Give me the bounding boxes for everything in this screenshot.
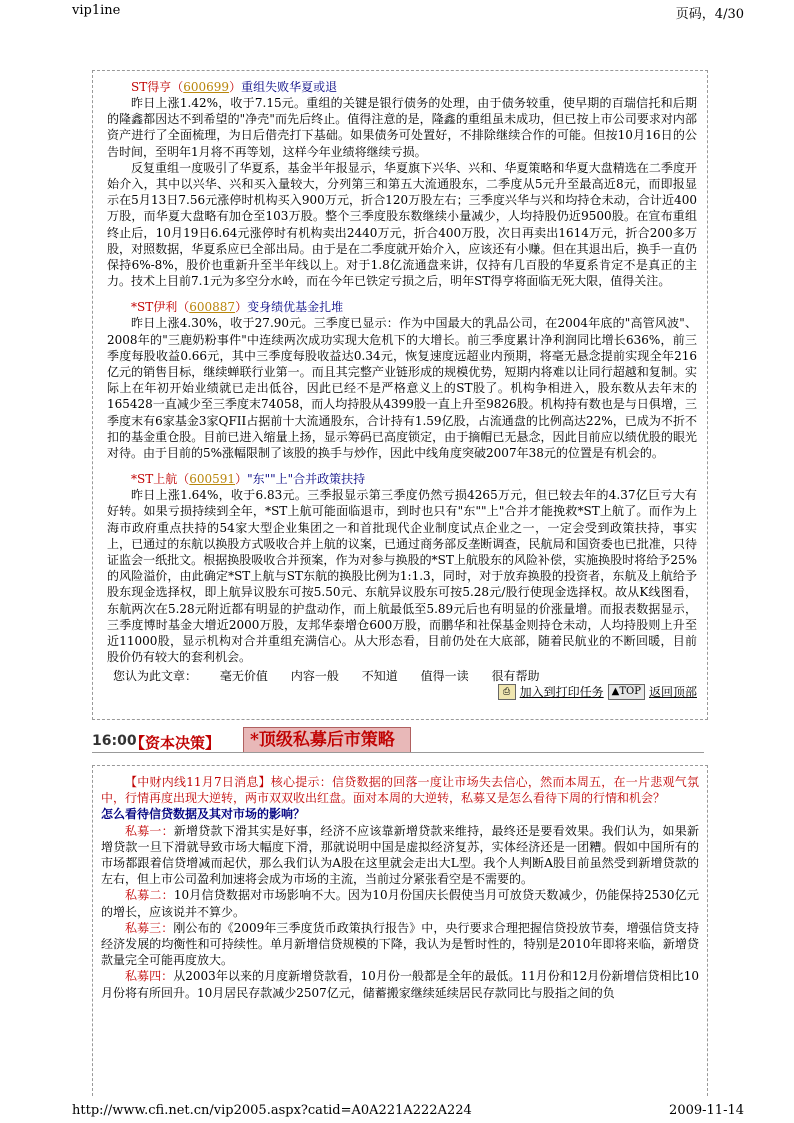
page-url: http://www.cfi.net.cn/vip2005.aspx?catid=A0A221A222A224	[72, 1103, 472, 1118]
article-title: *ST上航（600591）"东""上"合并政策扶持	[131, 472, 366, 487]
print-date: 2009-11-14	[669, 1103, 744, 1118]
answer-text: 从2003年以来的月度新增贷款看，10月份一般都是全年的最低。11月份和12月份新增信贷相比10月份将有所回升。10月居民存款减少2507亿元，储蓄搬家继续延续居民存款同比与股指之间的负	[101, 969, 699, 1000]
stock-code-link[interactable]: 600699	[183, 80, 230, 94]
stock-name: *ST伊利	[131, 300, 178, 315]
rating-option[interactable]: 很有帮助	[491, 668, 540, 683]
strategy-box	[92, 765, 708, 1096]
add-to-print-link[interactable]: 加入到打印任务	[519, 685, 604, 699]
speaker-label: 私募二：	[125, 888, 174, 903]
article-title: ST得亨（600699）重组失败华夏或退	[131, 80, 338, 94]
answer-paragraph	[101, 823, 699, 888]
intro-paragraph: 【中财内线11月7日消息】核心提示：信贷数据的回落一度让市场失去信心，然而本周五，在一片悲观气氛中，行情再度出现大逆转，两市双双收出红盘。面对本周的大逆转，私募又是怎么看待下周的行情和机会？	[101, 775, 699, 806]
site-name: vip1ine	[72, 3, 121, 18]
articles-box	[92, 70, 708, 720]
answer-text: 刚公布的《2009年三季度货币政策执行报告》中，央行要求合理把握信贷投放节奏，增强信贷支持经济发展的均衡性和可持续性。单月新增信贷规模的下降，我认为是暂时性的，特别是2010年即将来临，新增贷款量完全可能再度放大。	[101, 920, 699, 968]
answer-text: 新增贷款下滑其实是好事，经济不应该靠新增贷款来维持，最终还是要看效果。我们认为，如果新增贷款一旦下滑就导致市场大幅度下滑，那就说明中国是虚拟经济复苏，实体经济还是一团糟。假如中国所有的市场都跟着信贷增减而起伏，那么我们认为A股在这里就会走出大L型。我个人判断A股目前虽然受到新增贷款的左右，但上市公司盈利加速将会成为市场的主流，当前过分紧张看空是不需要的。	[101, 823, 699, 887]
article-paragraph: 昨日上涨1.64%，收于6.83元。三季报显示第三季度仍然亏损4265万元，但已较去年的4.37亿巨亏大有好转。如果亏损持续到全年，*ST上航可能面临退市，到时也只有"东""上"合并才能挽救*ST上航了。而作为上海市政府重点扶持的54家大型企业集团之一和首批现代企业制度试点企业之一，一定会受到政策扶持，事实上，已通过的东航以换股方式吸收合并上航的议案，已通过商务部反垄断调查，民航局和国资委也已批准，只待证监会一纸批文。根据换股吸收合并预案，作为对参与换股的*ST上航股东的风险补偿，实施换股时将给予25%的风险溢价，由此确定*ST上航与ST东航的换股比例为1:1.3，同时，对于放弃换股的投资者，东航及上航给予股东现金选择权，即上航异议股东可按5.50元、东航异议股东可按5.28元/股行使现金选择权。故从K线图看，东航两次在5.28元附近都有明显的护盘动作，而上航最低至5.89元后也有明显的价涨量增。而报表数据显示，三季度博时基金大增近2000万股，友邦华泰增仓600万股，而鹏华和社保基金则持仓未动，人均持股则上升至近11000股，显示机构对合并重组充满信心。从大形态看，目前仍处在大底部，随着民航业的不断回暖，目前股价仍有较大的套利机会。	[107, 488, 697, 665]
article-title: *ST伊利（600887）变身绩优基金扎堆	[131, 300, 344, 315]
article-paragraph: 昨日上涨1.42%，收于7.15元。重组的关键是银行债务的处理，由于债务较重，使早期的百瑞信托和后期的隆鑫都因达不到希望的"净壳"而先后终止。值得注意的是，隆鑫的重组虽未成功，但已按上市公司要求对内部资产进行了全面梳理，为日后借壳打下基础。如果债务可处置好，不排除继续合作的可能。但按10月16日的公告时间，至明年1月将不再等划，这样今年业绩将继续亏损。	[107, 96, 697, 159]
question-title: 怎么看待信贷数据及其对市场的影响？	[101, 807, 306, 822]
article-paragraph: 昨日上涨4.30%，收于27.90元。三季度已显示：作为中国最大的乳品公司，在2004年底的"高管风波"、2008年的"三鹿奶粉事件"中连续两次成功实现大危机下的大增长。前三季度累计净利润同比增长636%，前三季度每股收益0.66元，其中三季度每股收益达0.34元，恢复速度远超业内预期，将毫无悬念提前实现全年216亿元的销售目标，继续蝉联行业第一。而且其完整产业链形成的规模优势，短期内将难以让同行超越和复制。实际上在年初开始业绩就已走出低谷，因此已经不是严格意义上的ST股了。机构争相进入，股东数从去年末的165428一直减少至三季度末74058，而人均持股从4399股一直上升至9826股。机构持有数也是与日俱增，三季度末有6家基金3家QFII占据前十大流通股东，合计持有1.59亿股，占流通盘的比例高达22%，已成为不折不扣的基金重仓股。目前已进入缩量上扬，显示筹码已高度锁定，由于摘帽已无悬念，因此目前应以绩优股的眼光对待。由于目前的5%涨幅限制了该股的换手与炒作，因此中线角度突破2007年38元的位置是有机会的。	[107, 316, 697, 461]
stock-name: *ST上航	[131, 472, 178, 487]
answer-paragraph	[101, 968, 699, 1000]
speaker-label: 私募四：	[125, 969, 174, 984]
answer-text: 10月信贷数据对市场影响不大。因为10月份国庆长假使当月可放贷天数减少，仍能保持2530亿元的增长，应该说并不算少。	[101, 888, 699, 919]
article-headline: 变身绩优基金扎堆	[247, 300, 344, 315]
stock-code-link[interactable]: 600887	[189, 300, 236, 315]
speaker-label: 私募三：	[125, 920, 174, 935]
rating-option[interactable]: 值得一读	[420, 668, 469, 683]
rating-option[interactable]: 毫无价值	[219, 668, 268, 683]
section-banner: *顶级私募后市策略	[243, 727, 411, 753]
speaker-label: 私募一：	[125, 823, 174, 838]
article-actions	[498, 683, 697, 700]
stock-name: ST得亨	[131, 80, 172, 94]
rating-row	[107, 668, 697, 684]
print-icon[interactable]: ⎙	[498, 684, 516, 700]
answer-paragraph	[101, 887, 699, 919]
rating-option[interactable]: 内容一般	[290, 668, 339, 683]
stock-code-link[interactable]: 600591	[189, 472, 236, 487]
rating-option[interactable]: 不知道	[361, 668, 398, 683]
article-headline: 重组失败华夏或退	[241, 80, 338, 94]
answer-paragraph	[101, 920, 699, 969]
section-name: 【资本决策】	[130, 734, 221, 752]
page-number: 页码，4/30	[675, 7, 744, 22]
article-paragraph: 反复重组一度吸引了华夏系，基金半年报显示，华夏旗下兴华、兴和、华夏策略和华夏大盘精选在二季度开始介入，其中以兴华、兴和买入量较大，分列第三和第五大流通股东，二季度从5元升至最高近8元，而即报显示在5月13日7.56元涨停时机构买入900万元，折合120万股左右；三季度兴华与兴和均持仓未动，合计近400万股，而华夏大盘略有加仓至103万股。整个三季度股东数继续小量减少，人均持股仍近9500股。在宣布重组终止后，10月19日6.64元涨停时有机构卖出2440万元，折合400万股，次日再卖出1614万元，折合200多万股，对照数据，华夏系应已全部出局。由于是在二季度就开始介入，应该还有小赚。但在其退出后，换手一直仍保持6%-8%，股价也重新升至半年线以上。对于1.8亿流通盘来讲，仅持有几百股的华夏系肯定不是真正的主力。技术上目前7.1元为多空分水岭，而在今年已铁定亏损之后，明年ST得亨将面临无死大限，值得关注。	[107, 160, 697, 289]
rating-label: 您认为此文章：	[113, 668, 198, 683]
section-divider	[92, 752, 704, 753]
back-to-top-link[interactable]: 返回顶部	[648, 685, 697, 699]
section-time: 16:00	[92, 733, 137, 749]
article-headline: "东""上"合并政策扶持	[247, 472, 366, 487]
top-button[interactable]: ▲TOP	[608, 684, 645, 700]
